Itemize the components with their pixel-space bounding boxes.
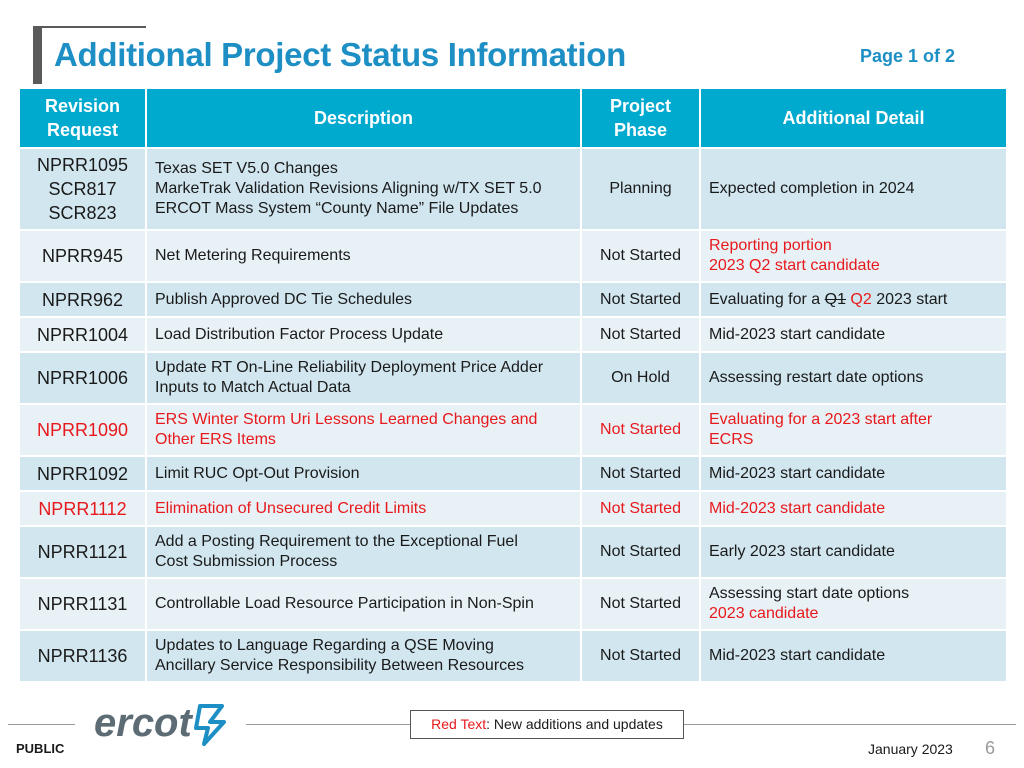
ercot-logo: [92, 700, 232, 748]
table-row: [19, 352, 1007, 404]
table-row: [19, 630, 1007, 682]
phase-cell: Not Started: [581, 282, 700, 317]
revision-cell: NPRR1090: [19, 404, 146, 456]
revision-cell: [19, 148, 146, 230]
project-status-table: [18, 87, 1008, 683]
description-cell: Publish Approved DC Tie Schedules: [146, 282, 581, 317]
phase-cell: Not Started: [581, 404, 700, 456]
description-line: Updates to Language Regarding a QSE Moving: [155, 637, 494, 654]
description-line: Add a Posting Requirement to the Exceptional Fuel: [155, 533, 518, 550]
description-cell: [146, 148, 581, 230]
header-revision-line-1: Revision: [44, 96, 121, 116]
table-row: [19, 148, 1007, 230]
description-cell: Elimination of Unsecured Credit Limits: [146, 491, 581, 526]
table-row: [19, 404, 1007, 456]
detail-line: Evaluating for a 2023 start after: [709, 411, 933, 428]
detail-cell: [700, 230, 1007, 282]
header-phase-line-1: Project: [609, 96, 672, 116]
detail-cell: [700, 404, 1007, 456]
detail-inserted-text: Q2: [850, 290, 872, 308]
phase-cell: Not Started: [581, 230, 700, 282]
detail-cell: [700, 282, 1007, 317]
revision-id: SCR823: [48, 203, 117, 223]
phase-cell: Not Started: [581, 526, 700, 578]
detail-cell: [700, 578, 1007, 630]
classification-label: PUBLIC: [16, 741, 65, 756]
title-accent-line: [42, 26, 146, 28]
detail-cell: Mid-2023 start candidate: [700, 491, 1007, 526]
detail-struck-text: Q1: [824, 290, 846, 308]
description-line: Net Metering Requirements: [155, 247, 351, 264]
phase-cell: Not Started: [581, 630, 700, 682]
detail-cell: Early 2023 start candidate: [700, 526, 1007, 578]
detail-line: Assessing start date options: [709, 585, 910, 602]
phase-cell: Not Started: [581, 491, 700, 526]
description-cell: Limit RUC Opt-Out Provision: [146, 456, 581, 491]
header-revision-request: [19, 88, 146, 148]
detail-cell: Mid-2023 start candidate: [700, 317, 1007, 352]
revision-cell: NPRR962: [19, 282, 146, 317]
description-line: Ancillary Service Responsibility Between Resources: [155, 657, 525, 674]
header-revision-line-2: Request: [46, 120, 118, 140]
header-project-phase: [581, 88, 700, 148]
phase-cell: Not Started: [581, 456, 700, 491]
logo-wordmark: ercot: [94, 701, 192, 745]
phase-cell: Not Started: [581, 317, 700, 352]
description-cell: [146, 230, 581, 282]
revision-id: NPRR1095: [36, 155, 129, 175]
detail-line: Expected completion in 2024: [709, 180, 915, 197]
revision-cell: NPRR1092: [19, 456, 146, 491]
detail-line: ECRS: [709, 431, 754, 448]
revision-cell: NPRR1004: [19, 317, 146, 352]
page-title: Additional Project Status Information: [54, 36, 626, 73]
legend-key: Red Text: [431, 716, 487, 732]
detail-cell: Assessing restart date options: [700, 352, 1007, 404]
detail-cell: Mid-2023 start candidate: [700, 456, 1007, 491]
revision-cell: NPRR1006: [19, 352, 146, 404]
detail-cell: [700, 148, 1007, 230]
legend-box: [410, 710, 684, 739]
description-cell: Load Distribution Factor Process Update: [146, 317, 581, 352]
table-header-row: [19, 88, 1007, 148]
description-line: Other ERS Items: [155, 431, 276, 448]
revision-cell: NPRR1121: [19, 526, 146, 578]
description-cell: [146, 404, 581, 456]
description-line: Inputs to Match Actual Data: [155, 379, 351, 396]
description-cell: Controllable Load Resource Participation in Non-Spin: [146, 578, 581, 630]
table-row: [19, 578, 1007, 630]
detail-cell: Mid-2023 start candidate: [700, 630, 1007, 682]
revision-cell: NPRR1112: [19, 491, 146, 526]
table-row: [19, 456, 1007, 491]
phase-cell: Planning: [581, 148, 700, 230]
revision-cell: NPRR945: [19, 230, 146, 282]
phase-cell: Not Started: [581, 578, 700, 630]
detail-line: 2023 Q2 start candidate: [709, 257, 880, 274]
detail-line: Reporting portion: [709, 237, 832, 254]
description-line: ERS Winter Storm Uri Lessons Learned Changes and: [155, 411, 538, 428]
description-line: MarkeTrak Validation Revisions Aligning w/TX SET 5.0: [155, 180, 542, 197]
table-row: [19, 230, 1007, 282]
description-cell: [146, 526, 581, 578]
header-description: Description: [146, 88, 581, 148]
footer-date: January 2023: [868, 741, 953, 757]
page-indicator: Page 1 of 2: [860, 46, 956, 66]
table-row: [19, 317, 1007, 352]
description-cell: [146, 630, 581, 682]
footer-divider-left: [8, 724, 75, 725]
detail-suffix: 2023 start: [871, 290, 948, 308]
phase-cell: On Hold: [581, 352, 700, 404]
detail-line: 2023 candidate: [709, 605, 819, 622]
table-row: [19, 526, 1007, 578]
legend-text: : New additions and updates: [486, 716, 663, 732]
description-cell: [146, 352, 581, 404]
detail-prefix: Evaluating for a: [709, 290, 825, 308]
header-phase-line-2: Phase: [613, 120, 668, 140]
revision-cell: NPRR1131: [19, 578, 146, 630]
revision-cell: NPRR1136: [19, 630, 146, 682]
slide-number: 6: [985, 738, 996, 758]
revision-id: SCR817: [48, 179, 117, 199]
title-accent-bar: [33, 26, 42, 84]
table-row: [19, 282, 1007, 317]
description-line: Cost Submission Process: [155, 553, 338, 570]
table-row: [19, 491, 1007, 526]
header-additional-detail: Additional Detail: [700, 88, 1007, 148]
description-line: Update RT On-Line Reliability Deployment Price Adder: [155, 359, 544, 376]
description-line: Texas SET V5.0 Changes: [155, 160, 338, 177]
description-line: ERCOT Mass System “County Name” File Updates: [155, 200, 519, 217]
